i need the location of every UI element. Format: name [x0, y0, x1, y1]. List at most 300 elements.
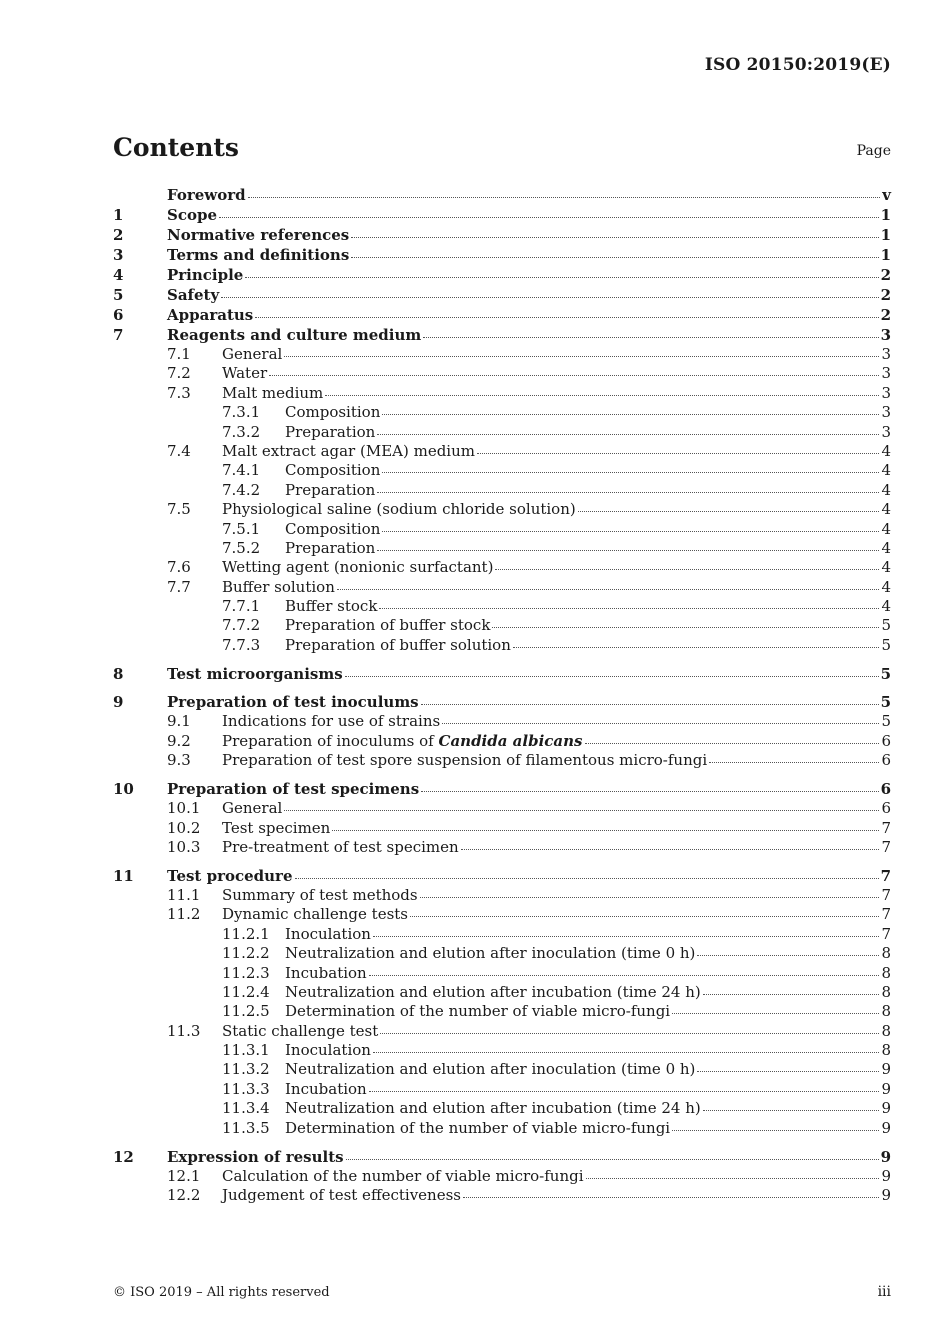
toc-entry[interactable] [113, 886, 891, 905]
toc-entry-title [167, 779, 419, 799]
toc-entry[interactable] [113, 597, 891, 616]
dot-leader [442, 722, 879, 724]
toc-entry-title-text: Neutralization and elution after inoculation (time 0 h) [285, 1060, 696, 1079]
toc-entry-title-text: Test specimen [222, 818, 331, 837]
toc-entry-title-text: Inoculation [285, 924, 371, 943]
dot-leader [697, 1070, 879, 1072]
dot-leader [380, 1032, 879, 1034]
toc-entry-page: 7 [881, 924, 891, 943]
toc-entry-title-text: Summary of test methods [222, 885, 418, 904]
toc-entry[interactable] [113, 1119, 891, 1138]
toc-entry-number: 6 [113, 306, 124, 324]
toc-entry-title [222, 1167, 584, 1186]
toc-entry[interactable] [113, 384, 891, 403]
toc-entry-title-text: Preparation of buffer solution [285, 635, 511, 654]
toc-entry-title-text: Preparation [285, 422, 376, 441]
dot-leader [377, 549, 879, 551]
toc-entry[interactable] [113, 905, 891, 924]
toc-entry[interactable] [113, 442, 891, 461]
toc-entry-title-text: Composition [285, 461, 381, 480]
toc-entry-title-text: Malt extract agar (MEA) medium [222, 441, 475, 460]
dot-leader [513, 646, 880, 648]
toc-entry[interactable] [113, 345, 891, 364]
toc-entry-page: 4 [881, 480, 891, 499]
toc-entry-title-text: Scope [167, 206, 218, 224]
toc-entry-title [285, 403, 380, 422]
toc-entry-page: 8 [881, 1002, 891, 1021]
toc-entry-title [285, 423, 375, 442]
toc-entry-title-text: General [222, 345, 283, 363]
toc-entry-page: v [882, 186, 891, 204]
toc-entry-title [285, 983, 701, 1002]
toc-entry-title [167, 285, 219, 305]
toc-entry[interactable] [113, 732, 891, 751]
toc-entry-page: 8 [881, 1021, 891, 1040]
toc-entry-page: 5 [880, 664, 891, 683]
dot-leader [351, 236, 878, 238]
toc-entry-number: 7 [113, 326, 124, 344]
dot-leader [586, 1177, 880, 1179]
toc-entry-page: 7 [881, 885, 891, 904]
toc-entry-title [222, 712, 440, 731]
toc-entry-title [222, 384, 323, 403]
toc-entry-page: 6 [881, 731, 891, 750]
toc-entry-title-text: Composition [285, 519, 381, 538]
dot-leader [578, 510, 880, 512]
toc-entry[interactable] [113, 1147, 891, 1167]
dot-leader [585, 742, 880, 744]
toc-entry-page: 5 [881, 712, 891, 731]
dot-leader [423, 336, 878, 338]
toc-entry-title [167, 1147, 344, 1167]
toc-entry-number: 11.2.5 [222, 1002, 270, 1021]
dot-leader [477, 452, 879, 454]
toc-entry-title [285, 964, 367, 983]
toc-entry-page: 4 [881, 538, 891, 557]
toc-entry-page: 3 [880, 326, 891, 344]
toc-entry[interactable] [113, 539, 891, 558]
toc-entry-title-text: Buffer stock [285, 597, 378, 616]
toc-entry-title [222, 732, 583, 751]
toc-entry-title [222, 345, 282, 364]
toc-entry-title [285, 1041, 371, 1060]
dot-leader [332, 829, 879, 831]
toc-entry-number: 11.3.5 [222, 1118, 270, 1137]
toc-entry-title [167, 265, 243, 285]
dot-leader [382, 413, 879, 415]
toc-entry[interactable] [113, 838, 891, 857]
toc-entry-page: 8 [881, 982, 891, 1001]
toc-entry-number: 11.3 [167, 1021, 201, 1040]
toc-entry-page: 4 [881, 461, 891, 480]
toc-entry-number: 9.3 [167, 751, 191, 770]
toc-entry-title-text: Determination of the number of viable micro-fungi [285, 1118, 671, 1137]
toc-entry-number: 7.4.1 [222, 461, 261, 480]
toc-entry[interactable] [113, 616, 891, 635]
toc-entry-title-text: Wetting agent (nonionic surfactant) [222, 558, 494, 577]
toc-entry-number: 4 [113, 266, 124, 284]
toc-entry-number: 12.2 [167, 1186, 201, 1205]
toc-entry-title-text: Apparatus [167, 306, 254, 324]
toc-entry-title-text: Preparation [285, 538, 376, 557]
dot-leader [421, 703, 879, 705]
toc-entry-title-text: Preparation of inoculums of [222, 731, 434, 750]
toc-entry-title-text: Static challenge test [222, 1021, 379, 1040]
toc-entry-title-text: Preparation [285, 480, 376, 499]
dot-leader [373, 1051, 880, 1053]
footer-copyright: © ISO 2019 – All rights reserved [113, 1285, 330, 1300]
toc-entry[interactable] [113, 1167, 891, 1186]
toc-entry-title-text: Judgement of test effectiveness [222, 1186, 461, 1205]
dot-leader [245, 276, 878, 278]
toc-entry[interactable] [113, 185, 891, 205]
toc-entry-number: 7.5.1 [222, 519, 261, 538]
dot-leader [697, 954, 879, 956]
toc-entry-page: 7 [881, 818, 891, 837]
toc-entry-number: 7.7.3 [222, 635, 261, 654]
dot-leader [284, 809, 879, 811]
toc-entry[interactable] [113, 636, 891, 655]
toc-entry-title [285, 1099, 701, 1118]
toc-entry-title [285, 481, 375, 500]
toc-entry-page: 2 [880, 306, 891, 324]
toc-entry-page: 5 [881, 635, 891, 654]
toc-entry-title-text: Terms and definitions [167, 246, 350, 264]
dot-leader [345, 675, 879, 677]
toc-entry-page: 3 [881, 383, 891, 402]
dot-leader [337, 588, 880, 590]
dot-leader [703, 993, 880, 995]
toc-entry-title-text: Physiological saline (sodium chloride solution) [222, 500, 576, 519]
toc-entry-title-text: Incubation [285, 1079, 367, 1098]
toc-entry-page: 8 [881, 963, 891, 982]
table-of-contents [113, 185, 891, 1205]
toc-entry-number: 11.2.1 [222, 924, 270, 943]
toc-entry-title [285, 1060, 695, 1079]
toc-entry-number: 8 [113, 664, 124, 683]
toc-entry-page: 4 [881, 441, 891, 460]
toc-entry[interactable] [113, 944, 891, 963]
toc-entry-title [222, 819, 330, 838]
toc-entry-page: 4 [881, 597, 891, 616]
toc-entry-title-text: Preparation of test spore suspension of filamentous micro-fungi [222, 751, 708, 770]
toc-entry[interactable] [113, 1080, 891, 1099]
toc-entry[interactable] [113, 664, 891, 684]
dot-leader [284, 355, 879, 357]
toc-entry[interactable] [113, 578, 891, 597]
toc-entry-number: 12 [113, 1147, 134, 1166]
toc-entry[interactable] [113, 285, 891, 305]
toc-entry-title [167, 866, 293, 886]
toc-entry-title-text: Preparation of buffer stock [285, 616, 491, 635]
toc-entry-page: 8 [881, 944, 891, 963]
toc-entry-title [285, 944, 695, 963]
toc-entry-title-text: Indications for use of strains [222, 712, 441, 731]
toc-entry-title [222, 838, 459, 857]
toc-entry-title-text: Preparation of test specimens [167, 780, 420, 799]
toc-entry[interactable] [113, 1099, 891, 1118]
toc-entry-title [222, 578, 335, 597]
toc-entry[interactable] [113, 1060, 891, 1079]
toc-entry-title-text: Water [222, 364, 268, 383]
dot-leader [495, 568, 879, 570]
toc-entry-page: 9 [880, 1147, 891, 1166]
toc-entry-number: 11.2 [167, 905, 201, 924]
toc-entry-title [222, 1022, 378, 1041]
toc-entry-title-text: Neutralization and elution after incubation (time 24 h) [285, 982, 701, 1001]
toc-entry[interactable] [113, 265, 891, 285]
toc-entry-page: 4 [881, 519, 891, 538]
toc-entry-title [167, 664, 343, 684]
toc-entry-title [167, 225, 349, 245]
toc-entry-page: 3 [881, 345, 891, 363]
toc-entry-number: 7.7.1 [222, 597, 261, 616]
toc-entry-page: 9 [881, 1079, 891, 1098]
toc-entry-number: 7.5 [167, 500, 191, 519]
toc-entry-page: 2 [880, 286, 891, 304]
toc-entry-page: 1 [880, 226, 891, 244]
dot-leader [463, 1196, 879, 1198]
toc-entry-number: 10.3 [167, 837, 201, 856]
toc-entry-number: 11.1 [167, 885, 201, 904]
toc-entry-number: 10.1 [167, 799, 201, 818]
toc-entry-number: 9.1 [167, 712, 191, 731]
toc-entry-number: 7.5.2 [222, 538, 261, 557]
toc-entry-number: 7.3.1 [222, 403, 261, 422]
toc-entry-title [285, 1002, 670, 1021]
toc-entry[interactable] [113, 964, 891, 983]
toc-entry-page: 1 [880, 206, 891, 224]
toc-entry[interactable] [113, 866, 891, 886]
toc-entry-page: 3 [881, 403, 891, 422]
toc-entry-title-text: Buffer solution [222, 577, 335, 596]
dot-leader [421, 790, 878, 792]
toc-entry-title [167, 325, 421, 345]
toc-entry-title [222, 500, 576, 519]
dot-leader [382, 471, 879, 473]
toc-entry-page: 9 [881, 1118, 891, 1137]
toc-entry[interactable] [113, 225, 891, 245]
toc-entry-number: 11.3.3 [222, 1079, 270, 1098]
dot-leader [351, 256, 878, 258]
toc-entry-number: 7.7.2 [222, 616, 261, 635]
dot-leader [248, 196, 881, 198]
dot-leader [382, 530, 879, 532]
dot-leader [369, 974, 880, 976]
toc-entry-title-text: Expression of results [167, 1147, 344, 1166]
toc-entry-page: 3 [881, 422, 891, 441]
dot-leader [377, 491, 879, 493]
toc-entry-number: 9.2 [167, 731, 191, 750]
toc-entry-title [222, 751, 707, 770]
toc-entry-page: 9 [881, 1060, 891, 1079]
toc-entry-number: 7.1 [167, 345, 191, 363]
toc-entry-page: 6 [880, 780, 891, 799]
toc-entry[interactable] [113, 325, 891, 345]
dot-leader [703, 1109, 880, 1111]
toc-entry-page: 7 [880, 866, 891, 885]
dot-leader [269, 374, 879, 376]
toc-entry-number: 12.1 [167, 1166, 201, 1185]
dot-leader [369, 1090, 880, 1092]
toc-entry-title [167, 205, 217, 225]
toc-entry-title [167, 305, 253, 325]
toc-entry-title-text: Test procedure [167, 866, 293, 885]
toc-entry[interactable] [113, 692, 891, 712]
dot-leader [346, 1158, 879, 1160]
toc-entry-title-text: Safety [167, 286, 220, 304]
toc-entry-page: 6 [881, 751, 891, 770]
toc-entry-title-text: Dynamic challenge tests [222, 905, 409, 924]
toc-entry[interactable] [113, 1002, 891, 1021]
toc-entry-page: 9 [881, 1186, 891, 1205]
toc-entry-number: 9 [113, 693, 124, 712]
page-column-label: Page [856, 143, 891, 159]
toc-entry[interactable] [113, 751, 891, 770]
toc-entry-title [285, 925, 371, 944]
dot-leader [410, 915, 879, 917]
toc-entry-page: 7 [881, 837, 891, 856]
toc-entry-title-text: Calculation of the number of viable micro-fungi [222, 1166, 584, 1185]
toc-entry-number: 11 [113, 866, 134, 885]
toc-entry-title [285, 520, 380, 539]
dot-leader [709, 761, 879, 763]
toc-entry-number: 7.4.2 [222, 480, 261, 499]
toc-entry-title [167, 185, 246, 205]
toc-entry-page: 9 [881, 1099, 891, 1118]
toc-entry-page: 5 [880, 693, 891, 712]
toc-entry-page: 1 [880, 246, 891, 264]
toc-entry[interactable] [113, 779, 891, 799]
toc-entry-number: 7.4 [167, 441, 191, 460]
toc-entry-title [285, 461, 380, 480]
dot-leader [221, 296, 878, 298]
toc-entry-number: 7.3 [167, 383, 191, 402]
toc-entry-title-text: Test microorganisms [167, 664, 343, 683]
toc-entry-number: 10.2 [167, 818, 201, 837]
toc-entry[interactable] [113, 925, 891, 944]
page-title: Contents [113, 133, 240, 162]
toc-entry-page: 6 [881, 799, 891, 818]
toc-entry[interactable] [113, 1022, 891, 1041]
toc-entry[interactable] [113, 305, 891, 325]
toc-entry-title-text: Neutralization and elution after inoculation (time 0 h) [285, 944, 696, 963]
toc-entry[interactable] [113, 983, 891, 1002]
toc-entry-number: 11.2.3 [222, 963, 270, 982]
toc-entry-number: 7.2 [167, 364, 191, 383]
toc-entry-page: 8 [881, 1041, 891, 1060]
footer-page-number: iii [877, 1284, 891, 1300]
toc-entry-page: 7 [881, 905, 891, 924]
toc-entry[interactable] [113, 245, 891, 265]
dot-leader [492, 626, 879, 628]
toc-entry-title-text: Preparation of test inoculums [167, 693, 419, 712]
toc-entry-title-text: Inoculation [285, 1041, 371, 1060]
dot-leader [255, 316, 878, 318]
toc-entry-number: 11.3.2 [222, 1060, 270, 1079]
toc-entry-number: 10 [113, 780, 134, 799]
toc-entry-page: 4 [881, 558, 891, 577]
document-id: ISO 20150:2019(E) [704, 55, 891, 75]
toc-entry-number: 7.6 [167, 558, 191, 577]
toc-entry-title [285, 597, 377, 616]
toc-entry-page: 4 [881, 577, 891, 596]
toc-entry-title-text: Normative references [167, 226, 350, 244]
toc-entry-title [285, 1080, 367, 1099]
toc-entry-title [222, 442, 475, 461]
dot-leader [219, 216, 879, 218]
toc-entry-page: 5 [881, 616, 891, 635]
dot-leader [295, 877, 879, 879]
toc-entry-number: 11.3.4 [222, 1099, 270, 1118]
toc-entry-number: 1 [113, 206, 124, 224]
toc-entry-number: 11.2.2 [222, 944, 270, 963]
toc-entry-number: 2 [113, 226, 124, 244]
toc-entry[interactable] [113, 481, 891, 500]
toc-entry-title-text: Principle [167, 266, 244, 284]
toc-entry-title-text: Reagents and culture medium [167, 326, 422, 344]
toc-entry-title [285, 1119, 670, 1138]
toc-entry[interactable] [113, 500, 891, 519]
toc-entry-title-text: Composition [285, 403, 381, 422]
toc-entry[interactable] [113, 364, 891, 383]
toc-entry[interactable] [113, 1186, 891, 1205]
toc-entry-title [285, 539, 375, 558]
toc-entry-page: 4 [881, 500, 891, 519]
toc-entry-title-text: Malt medium [222, 383, 324, 402]
toc-entry-number: 7.3.2 [222, 422, 261, 441]
toc-entry-number: 3 [113, 246, 124, 264]
toc-entry-number: 5 [113, 286, 124, 304]
toc-entry-title-text: Foreword [167, 186, 246, 204]
toc-entry-title [167, 692, 419, 712]
dot-leader [461, 848, 880, 850]
dot-leader [420, 896, 880, 898]
toc-entry-title [222, 799, 282, 818]
toc-entry-title [167, 245, 349, 265]
toc-entry-title-italic: Candida albicans [438, 731, 583, 750]
dot-leader [373, 935, 880, 937]
toc-entry[interactable] [113, 1041, 891, 1060]
toc-entry-title [222, 558, 493, 577]
toc-entry-number: 11.2.4 [222, 982, 270, 1001]
toc-entry-number: 11.3.1 [222, 1041, 270, 1060]
toc-entry-title [222, 905, 408, 924]
toc-entry[interactable] [113, 558, 891, 577]
toc-entry[interactable] [113, 712, 891, 731]
toc-entry[interactable] [113, 403, 891, 422]
toc-entry-title-text: Incubation [285, 963, 367, 982]
dot-leader [672, 1012, 879, 1014]
toc-entry[interactable] [113, 520, 891, 539]
dot-leader [672, 1129, 879, 1131]
toc-entry[interactable] [113, 799, 891, 818]
toc-entry-page: 9 [881, 1166, 891, 1185]
toc-entry-title [222, 886, 418, 905]
toc-entry[interactable] [113, 819, 891, 838]
dot-leader [377, 433, 879, 435]
toc-entry[interactable] [113, 461, 891, 480]
toc-entry[interactable] [113, 205, 891, 225]
toc-entry-page: 3 [881, 364, 891, 383]
toc-entry-page: 2 [880, 266, 891, 284]
dot-leader [325, 394, 879, 396]
toc-entry[interactable] [113, 423, 891, 442]
toc-entry-title-text: Determination of the number of viable micro-fungi [285, 1002, 671, 1021]
toc-entry-title-text: Neutralization and elution after incubation (time 24 h) [285, 1099, 701, 1118]
toc-entry-title [285, 636, 511, 655]
toc-entry-title [285, 616, 490, 635]
